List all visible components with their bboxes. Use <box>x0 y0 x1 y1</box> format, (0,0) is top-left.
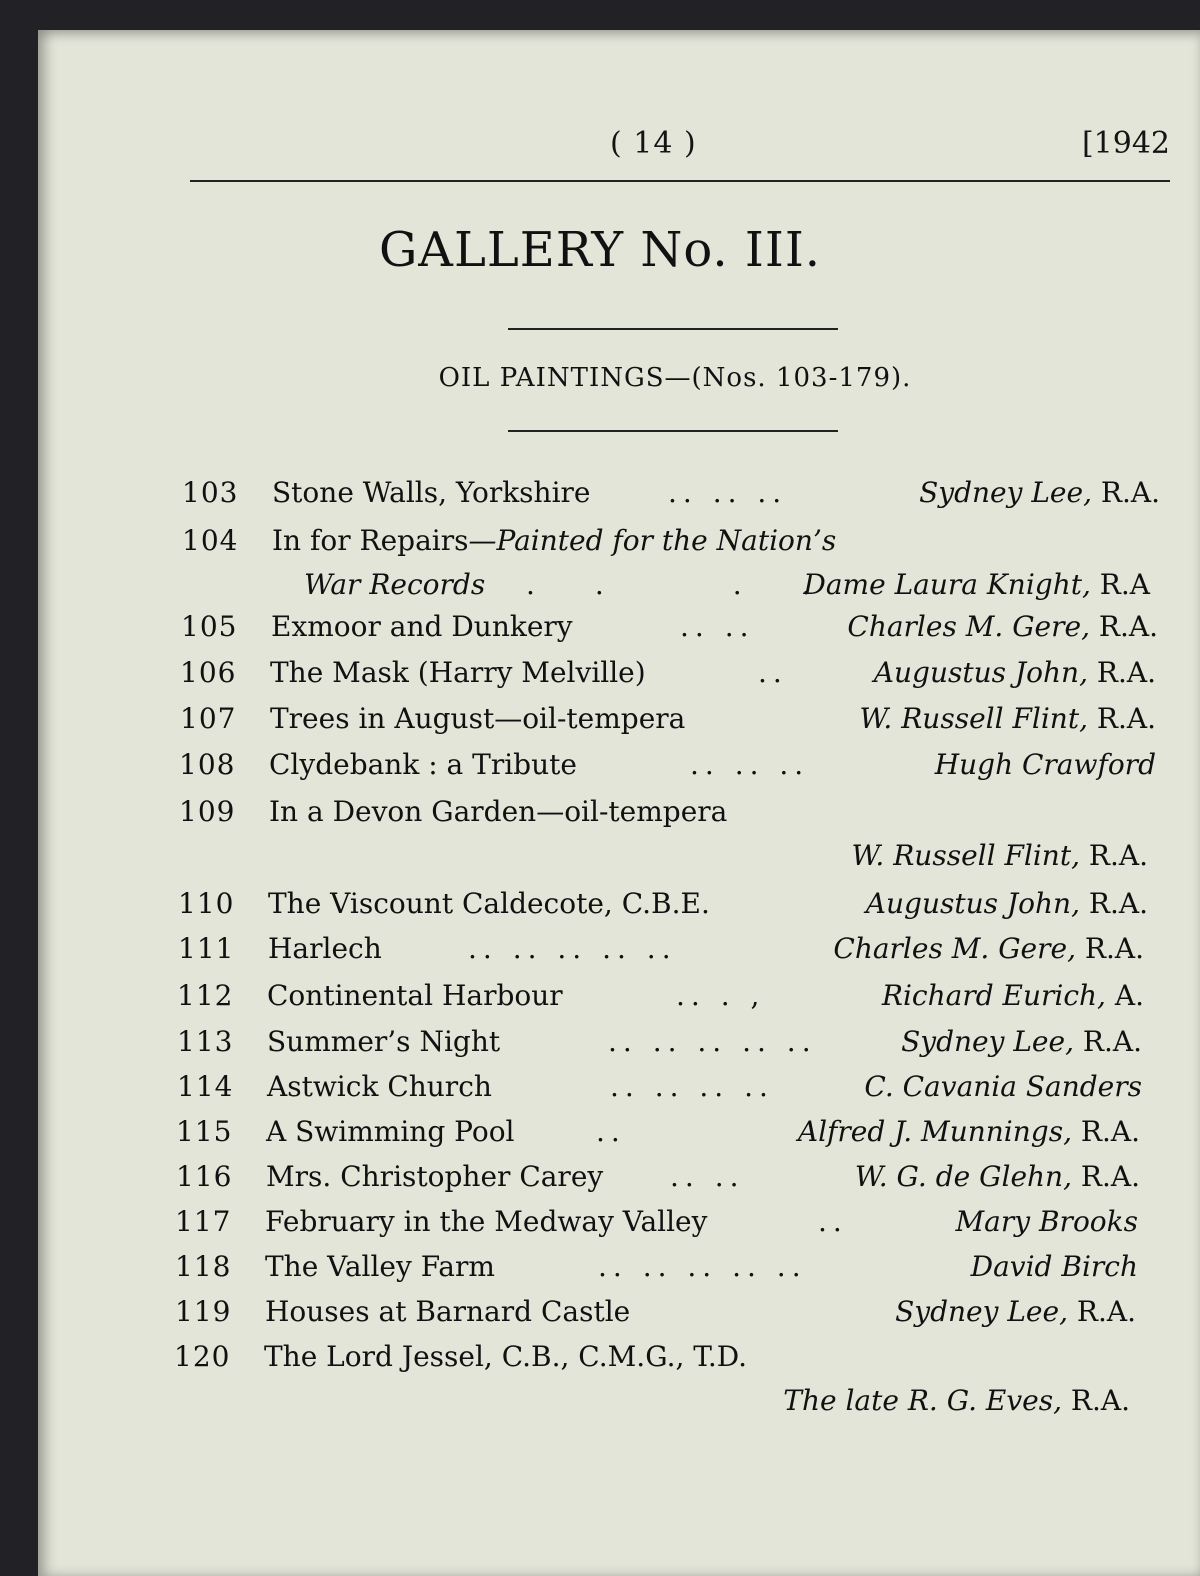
entry-number: 120 <box>174 1340 231 1373</box>
catalogue-entry <box>176 1115 1140 1155</box>
leader-dots: .. .. .. .. .. <box>608 1025 817 1058</box>
leader-dots: .. .. .. .. <box>610 1070 774 1103</box>
entry-artist <box>860 702 1156 735</box>
section-subtitle: OIL PAINTINGS—(Nos. 103-179). <box>438 363 912 393</box>
catalogue-entry <box>177 1025 1142 1065</box>
entry-artist <box>783 1384 1130 1417</box>
entry-title: Exmoor and Dunkery <box>271 610 573 643</box>
entry-title: Mrs. Christopher Carey <box>266 1160 604 1193</box>
artist-name: Augustus John, <box>865 887 1080 920</box>
artist-name: Augustus John, <box>873 656 1088 689</box>
entry-title: Houses at Barnard Castle <box>265 1295 631 1328</box>
artist-honour: R.A. <box>1071 1115 1140 1148</box>
artist-name: Sydney Lee, <box>901 1025 1074 1058</box>
entry-number: 107 <box>180 702 237 735</box>
entry-title: In for Repairs <box>272 524 469 557</box>
artist-honour: A. <box>1105 979 1144 1012</box>
entry-title: Stone Walls, Yorkshire <box>272 476 591 509</box>
entry-number: 111 <box>178 932 235 965</box>
artist-name: Richard Eurich, <box>881 979 1106 1012</box>
artist-honour: R.A. <box>1061 1384 1130 1417</box>
entry-title: The Mask (Harry Melville) <box>270 656 646 689</box>
entry-artist <box>874 656 1156 689</box>
entry-title: The Viscount Caldecote, C.B.E. <box>268 887 710 920</box>
catalogue-entry <box>179 748 1156 788</box>
entry-title: Continental Harbour <box>267 979 563 1012</box>
leader-dots: .. .. <box>526 568 871 601</box>
artist-name: Charles M. Gere, <box>833 932 1076 965</box>
artist-honour: R.A. <box>1087 702 1156 735</box>
entry-title: Harlech <box>268 932 382 965</box>
artist-honour: R.A. <box>1079 839 1148 872</box>
catalogue-entry <box>177 1070 1142 1110</box>
gallery-title: GALLERY No. III. <box>378 222 822 278</box>
entry-number: 114 <box>177 1070 234 1103</box>
entry-title: Astwick Church <box>267 1070 492 1103</box>
entry-number: 110 <box>178 887 235 920</box>
entry-title: Clydebank : a Tribute <box>269 748 577 781</box>
artist-name: The late R. G. Eves, <box>783 1384 1062 1417</box>
catalogue-entry-continuation <box>174 1384 1130 1424</box>
entry-number: 117 <box>175 1205 232 1238</box>
catalogue-entry <box>180 702 1156 742</box>
catalogue-entry <box>178 887 1148 927</box>
page-number: ( 14 ) <box>610 126 697 161</box>
catalogue-entry <box>176 1160 1140 1200</box>
entry-title: The Valley Farm <box>265 1250 495 1283</box>
entry-title: In a Devon Garden—oil-tempera <box>269 795 728 828</box>
entry-number: 113 <box>177 1025 234 1058</box>
catalogue-entry <box>181 610 1158 650</box>
entry-artist <box>935 748 1156 781</box>
leader-dots: .. .. <box>670 1160 745 1193</box>
entry-title: The Lord Jessel, C.B., C.M.G., T.D. <box>264 1340 748 1373</box>
entry-artist <box>971 1250 1138 1283</box>
catalogue-entry <box>174 1340 1130 1380</box>
entry-number: 109 <box>179 795 236 828</box>
leader-dots: .. .. .. .. .. <box>598 1250 807 1283</box>
entry-number: 106 <box>180 656 237 689</box>
leader-dots: .. .. .. <box>668 476 788 509</box>
year: [1942 <box>1081 126 1170 161</box>
leader-dots: .. .. .. <box>690 748 810 781</box>
catalogue-entry <box>182 524 1150 564</box>
entry-number: 105 <box>181 610 238 643</box>
artist-honour: R.A <box>1090 568 1150 601</box>
entry-artist <box>895 1295 1136 1328</box>
artist-honour: R.A. <box>1073 1025 1142 1058</box>
artist-name: C. Cavania Sanders <box>864 1070 1142 1103</box>
entry-subtitle: —Painted for the Nation’s <box>468 524 837 557</box>
entry-subtitle-continued: War Records <box>304 568 486 601</box>
entry-number: 103 <box>182 476 239 509</box>
artist-name: Sydney Lee, <box>919 476 1092 509</box>
entry-artist <box>847 610 1158 643</box>
entry-artist <box>855 1160 1140 1193</box>
artist-name: Sydney Lee, <box>895 1295 1068 1328</box>
artist-name: Mary Brooks <box>955 1205 1138 1238</box>
entry-artist <box>919 476 1160 509</box>
catalogue-entry-continuation <box>179 839 1148 879</box>
catalogue-entry <box>177 979 1144 1019</box>
entry-title: A Swimming Pool <box>266 1115 515 1148</box>
entry-title: February in the Medway Valley <box>265 1205 708 1238</box>
leader-dots: .. . , <box>676 979 766 1012</box>
entry-title: Summer’s Night <box>267 1025 501 1058</box>
artist-name: Hugh Crawford <box>934 748 1156 781</box>
entry-number: 115 <box>176 1115 233 1148</box>
leader-dots: .. .. .. .. .. <box>468 932 677 965</box>
artist-name: Charles M. Gere, <box>847 610 1090 643</box>
entry-artist <box>852 839 1148 872</box>
entry-title: Trees in August—oil-tempera <box>270 702 686 735</box>
catalogue-entry <box>178 932 1144 972</box>
artist-honour: R.A. <box>1075 932 1144 965</box>
entry-title-group <box>272 524 836 557</box>
entry-artist <box>866 887 1148 920</box>
entry-number: 108 <box>179 748 236 781</box>
entry-number: 119 <box>175 1295 232 1328</box>
catalogue-entry <box>175 1295 1136 1335</box>
entry-artist <box>956 1205 1138 1238</box>
entry-artist <box>833 932 1144 965</box>
entry-number: 112 <box>177 979 234 1012</box>
artist-honour: R.A. <box>1091 476 1160 509</box>
artist-honour: R.A. <box>1087 656 1156 689</box>
entry-number: 104 <box>182 524 239 557</box>
entry-number: 118 <box>175 1250 232 1283</box>
entry-artist <box>864 1070 1142 1103</box>
artist-name: W. Russell Flint, <box>859 702 1088 735</box>
catalogue-entry <box>179 795 1148 835</box>
entry-artist <box>901 1025 1142 1058</box>
artist-honour: R.A. <box>1089 610 1158 643</box>
artist-honour: R.A. <box>1067 1295 1136 1328</box>
artist-name: W. Russell Flint, <box>851 839 1080 872</box>
artist-honour: R.A. <box>1079 887 1148 920</box>
leader-dots: .. <box>818 1205 848 1238</box>
catalogue-entry <box>175 1250 1138 1290</box>
catalogue-entry <box>175 1205 1138 1245</box>
artist-name: Dame Laura Knight, <box>803 568 1091 601</box>
artist-honour: R.A. <box>1071 1160 1140 1193</box>
catalogue-entry-continuation <box>182 568 1150 608</box>
entry-artist <box>798 1115 1140 1148</box>
artist-name: Alfred J. Munnings, <box>797 1115 1072 1148</box>
leader-dots: .. <box>596 1115 626 1148</box>
entry-number: 116 <box>176 1160 233 1193</box>
catalogue-entry <box>180 656 1156 696</box>
leader-dots: .. .. <box>680 610 755 643</box>
artist-name: David Birch <box>970 1250 1138 1283</box>
entry-artist <box>882 979 1144 1012</box>
catalogue-entry <box>182 476 1160 516</box>
entry-artist <box>803 568 1150 601</box>
leader-dots: .. <box>758 656 788 689</box>
artist-name: W. G. de Glehn, <box>854 1160 1072 1193</box>
